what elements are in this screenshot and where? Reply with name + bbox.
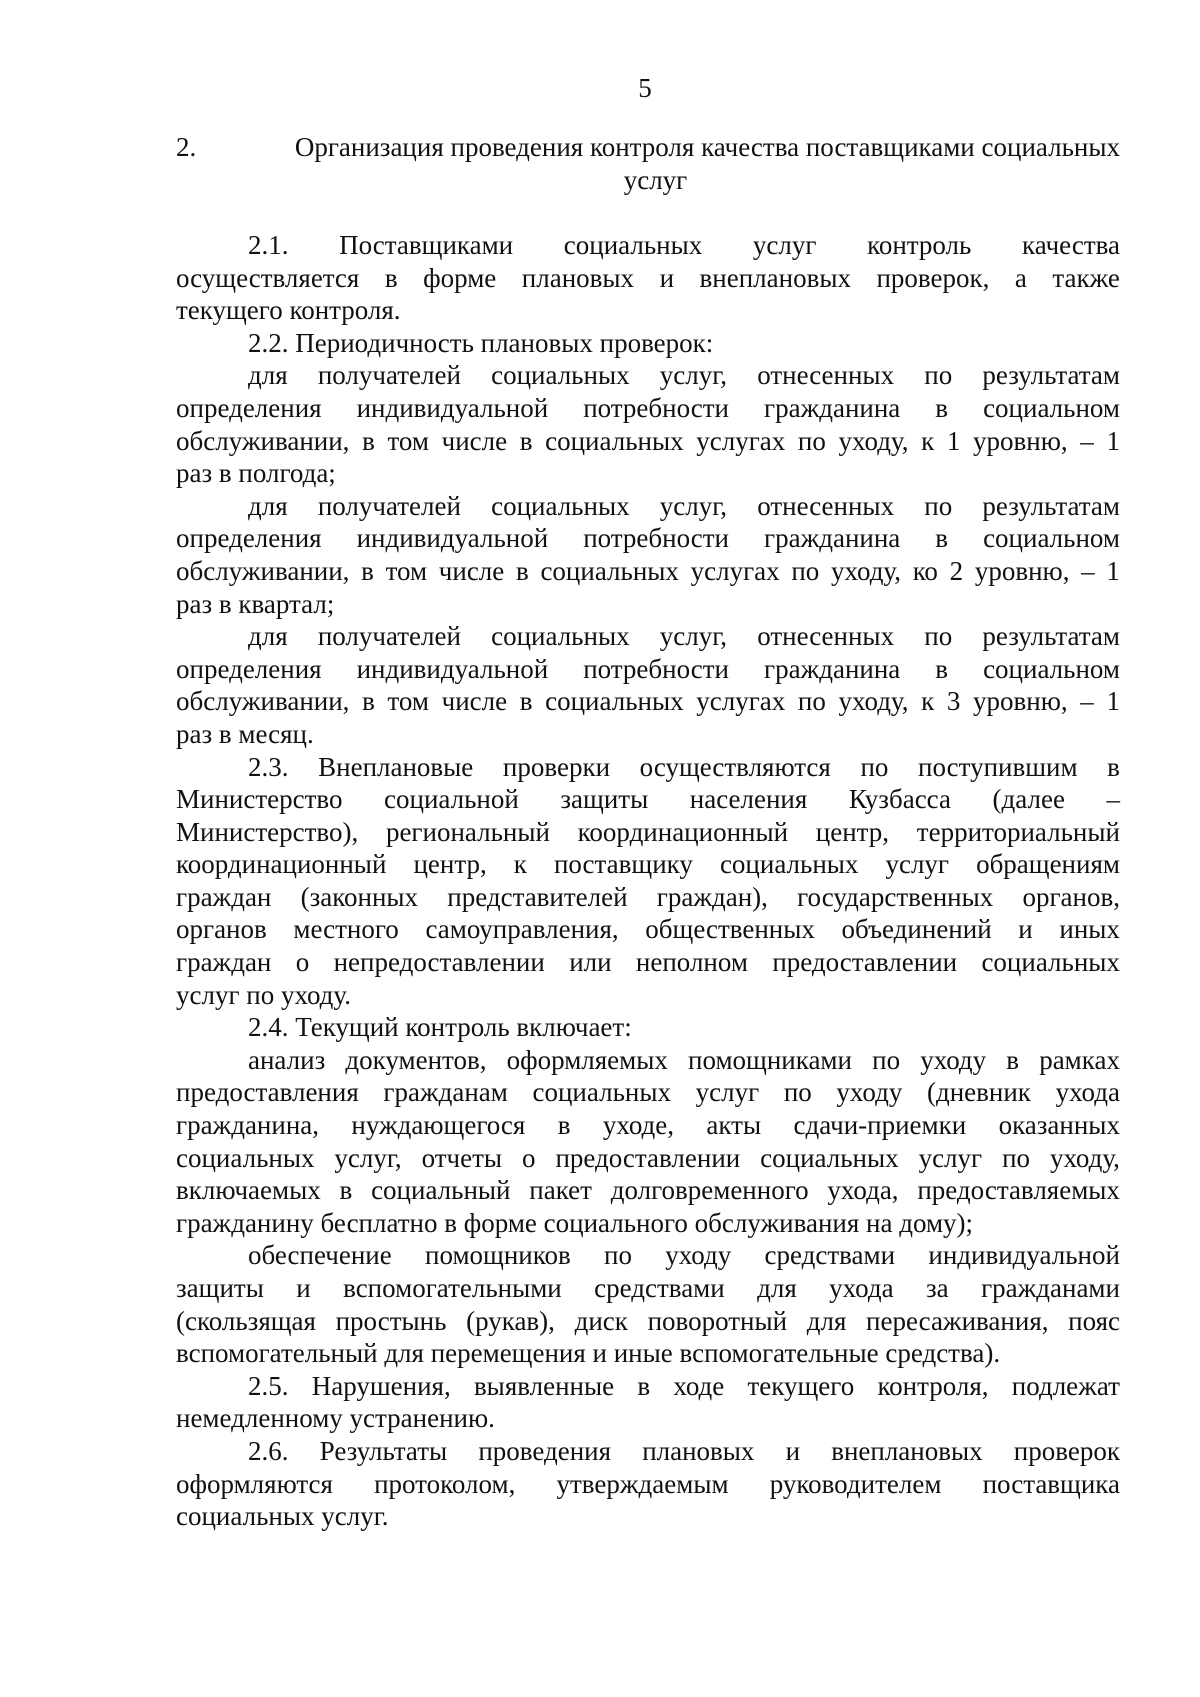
word: контроль <box>867 230 972 260</box>
word: в <box>362 425 375 456</box>
word: по <box>797 686 826 717</box>
word: отнесенных <box>757 360 895 391</box>
text-line <box>176 718 1120 751</box>
word: диск <box>574 1305 628 1336</box>
word: для <box>757 1273 797 1303</box>
word: уровню, <box>973 686 1068 717</box>
word: Министерство <box>176 784 343 815</box>
word: 2.5. <box>248 1370 289 1401</box>
word: индивидуальной <box>356 653 549 684</box>
paragraph <box>176 1044 1120 1240</box>
word: утверждаемым <box>556 1468 729 1499</box>
paragraph <box>176 229 1120 327</box>
word: гражданами <box>981 1273 1120 1303</box>
word: гражданина, <box>176 1110 320 1141</box>
text-line <box>176 946 1120 979</box>
word: уходу, <box>838 425 909 456</box>
word: социальный <box>371 1175 511 1206</box>
word: общественных <box>645 914 815 945</box>
word: центр, <box>413 849 487 880</box>
word: в <box>361 555 374 586</box>
paragraph <box>176 1011 1120 1044</box>
word: социальных <box>981 947 1120 978</box>
paragraph <box>176 1370 1120 1435</box>
word: за <box>926 1273 949 1303</box>
text-line <box>176 1174 1120 1207</box>
word: услуг, <box>659 621 728 652</box>
word: проверки <box>502 751 611 782</box>
word: (дневник <box>926 1077 1031 1108</box>
text-line <box>176 979 1120 1012</box>
word: самоуправления, <box>425 914 619 945</box>
word: том <box>385 555 428 586</box>
word: вспомогательными <box>343 1273 562 1303</box>
word: для <box>248 621 288 652</box>
word: отнесенных <box>757 490 895 521</box>
word: и <box>785 1435 801 1466</box>
word: предоставлении <box>555 1142 741 1173</box>
word: по <box>860 751 889 782</box>
word: региональный <box>385 816 550 847</box>
word: том <box>387 686 429 717</box>
word: по <box>872 1044 901 1075</box>
word: отнесенных <box>757 621 895 652</box>
word: социальных <box>491 490 630 521</box>
word: социальных <box>545 425 684 456</box>
word: местного <box>293 914 399 945</box>
word: в <box>384 262 398 293</box>
word: по <box>791 555 820 586</box>
word: 2.3. <box>248 751 289 782</box>
word: услуг по уходу. <box>176 979 351 1010</box>
word: – <box>1081 555 1095 586</box>
word: защиты <box>176 1273 264 1303</box>
word: в <box>519 425 533 456</box>
text-line <box>176 1435 1120 1468</box>
word: в <box>362 686 375 717</box>
word: акты <box>706 1110 762 1141</box>
word: уходу, <box>831 555 901 586</box>
word: по <box>924 490 953 521</box>
word: – <box>1080 425 1094 456</box>
paragraph <box>176 490 1120 620</box>
word: плановых <box>642 1435 755 1466</box>
text-line <box>176 1011 1120 1044</box>
text-line <box>176 751 1120 784</box>
word: услуг, <box>334 1142 402 1173</box>
word: вспомогательный для перемещения и иные вспомогательные средства). <box>176 1338 1001 1369</box>
word: предоставлении <box>772 947 958 978</box>
word: социальных <box>491 621 630 652</box>
paragraph <box>176 1239 1120 1369</box>
text-line <box>176 1468 1120 1501</box>
word: также <box>1052 262 1120 293</box>
word: по <box>604 1240 632 1271</box>
text-line <box>176 685 1120 718</box>
word: социальных <box>563 230 703 260</box>
word: форме <box>423 262 497 293</box>
text-line <box>176 1337 1120 1370</box>
word: уходу, <box>838 686 909 717</box>
word: обслуживании, <box>176 686 350 717</box>
text-line <box>176 262 1120 295</box>
word: к <box>513 849 527 880</box>
word: услуг <box>752 230 817 260</box>
word: центр, <box>815 816 890 847</box>
text-line <box>176 1402 1120 1435</box>
text-line <box>176 522 1120 555</box>
word: в <box>935 653 949 684</box>
word: в <box>935 392 949 423</box>
word: социальной <box>384 784 519 815</box>
word: включаемых <box>176 1175 321 1206</box>
paragraph <box>176 327 1120 360</box>
word: гражданина <box>764 523 901 554</box>
word: внеплановых <box>699 262 851 293</box>
word: (далее <box>992 784 1065 815</box>
word: социальном <box>983 392 1120 423</box>
paragraph <box>176 1435 1120 1533</box>
word: координационный <box>176 849 387 880</box>
word: в <box>515 555 529 586</box>
word: в <box>1006 1044 1020 1075</box>
word: услугах <box>696 686 786 717</box>
word: числе <box>441 686 508 717</box>
text-line <box>176 392 1120 425</box>
word: уходу, <box>1049 1142 1120 1173</box>
document-body <box>176 229 1120 1533</box>
word: услуг, <box>659 490 728 521</box>
word: внеплановых <box>831 1435 983 1466</box>
text-line <box>176 1305 1120 1338</box>
word: 2.6. <box>248 1435 289 1466</box>
section-number: 2. <box>176 132 197 162</box>
word: граждан <box>176 947 272 978</box>
text-line <box>176 1207 1120 1240</box>
word: по <box>924 360 953 391</box>
word: по <box>1002 1142 1031 1173</box>
word: и <box>296 1273 311 1303</box>
word: ухода <box>1055 1077 1120 1108</box>
word: социальных <box>176 1142 315 1173</box>
word: 2 <box>949 555 964 586</box>
word: выявленные <box>473 1370 615 1401</box>
word: сдачи-приемки <box>793 1110 967 1141</box>
word: поступившим <box>918 751 1078 782</box>
word: органов, <box>1022 881 1120 912</box>
text-line <box>176 1370 1120 1403</box>
word: 3 <box>946 686 961 717</box>
text-line <box>176 881 1120 914</box>
word: неполном <box>635 947 748 978</box>
text-line <box>176 620 1120 653</box>
word: уровню, <box>974 555 1070 586</box>
word: раз в квартал; <box>176 588 335 619</box>
word: пояс <box>1068 1305 1120 1336</box>
word: поставщику <box>553 849 693 880</box>
word: проведения <box>478 1435 612 1466</box>
word: помощниками <box>688 1044 852 1075</box>
text-line <box>176 555 1120 588</box>
word: социальном <box>983 523 1120 554</box>
word: получателей <box>317 490 461 521</box>
word: немедленному устранению. <box>176 1403 495 1434</box>
word: потребности <box>583 523 729 554</box>
text-line <box>176 1109 1120 1142</box>
word: проверок <box>1013 1435 1120 1466</box>
word: – <box>1080 686 1094 717</box>
word: протоколом, <box>374 1468 516 1499</box>
word: руководителем <box>769 1468 942 1499</box>
word: в <box>935 523 949 554</box>
word: определения <box>176 523 322 554</box>
word: средствами <box>764 1240 896 1271</box>
text-line <box>176 1272 1120 1305</box>
word: Нарушения, <box>311 1370 451 1401</box>
text-line <box>176 653 1120 686</box>
word: Внеплановые <box>318 751 474 782</box>
word: услуг, <box>659 360 728 391</box>
word: непредоставлении <box>333 947 545 978</box>
word: подлежат <box>1011 1370 1120 1401</box>
word: о <box>522 1142 536 1173</box>
text-line <box>176 588 1120 621</box>
word: числе <box>441 425 508 456</box>
text-line <box>176 848 1120 881</box>
word: граждан <box>176 881 272 912</box>
word: Поставщиками <box>339 230 514 260</box>
word: в <box>557 1110 571 1141</box>
word: 1 <box>1106 425 1120 456</box>
word: социальных услуг. <box>176 1501 389 1532</box>
word: (рукав), <box>466 1305 555 1336</box>
word: уходу <box>920 1044 987 1075</box>
section-title-line-2: услуг <box>623 165 688 195</box>
text-line <box>176 359 1120 392</box>
word: о <box>295 947 310 978</box>
text-line <box>176 1239 1120 1272</box>
word: пакет <box>529 1175 592 1206</box>
word: иных <box>1059 914 1120 945</box>
word: потребности <box>583 653 729 684</box>
text-line <box>176 1076 1120 1109</box>
word: индивидуальной <box>356 392 549 423</box>
text-line <box>176 913 1120 946</box>
word: социальных <box>719 849 859 880</box>
word: обеспечение <box>248 1240 392 1271</box>
word: для <box>806 1305 847 1336</box>
word: контроля, <box>877 1370 989 1401</box>
word: том <box>387 425 429 456</box>
word: уровню, <box>973 425 1068 456</box>
word: Министерство), <box>176 816 359 847</box>
word: и <box>659 262 675 293</box>
word: к <box>921 425 935 456</box>
word: социальных <box>545 686 684 717</box>
word: 1 <box>946 425 961 456</box>
word: ко <box>912 555 938 586</box>
text-line <box>176 490 1120 523</box>
word: обслуживании, <box>176 555 350 586</box>
word: и <box>1018 914 1033 945</box>
word: индивидуальной <box>356 523 549 554</box>
word: уходу <box>665 1240 732 1271</box>
text-line <box>176 327 1120 360</box>
word: осуществляются <box>639 751 831 782</box>
word: для <box>248 490 288 521</box>
word: гражданина <box>764 653 901 684</box>
text-line <box>176 1142 1120 1175</box>
text-line <box>176 457 1120 490</box>
word: числе <box>438 555 505 586</box>
word: (законных <box>300 881 419 912</box>
word: гражданина <box>764 392 901 423</box>
word: социальных <box>532 1077 671 1108</box>
word: социальных <box>760 1142 899 1173</box>
word: рамках <box>1039 1044 1120 1075</box>
word: помощников <box>425 1240 571 1271</box>
word: предоставления <box>176 1077 359 1108</box>
text-line <box>176 294 1120 327</box>
word: получателей <box>317 621 461 652</box>
word: граждан), <box>656 881 768 912</box>
word: определения <box>176 392 322 423</box>
word: оформляемых <box>506 1044 668 1075</box>
word: обращениям <box>976 849 1120 880</box>
text-line <box>176 816 1120 849</box>
word: ухода <box>829 1273 894 1303</box>
word: Результаты <box>319 1435 448 1466</box>
word: представителей <box>447 881 628 912</box>
word: определения <box>176 653 322 684</box>
text-line <box>176 425 1120 458</box>
word: территориальный <box>916 816 1120 847</box>
word: объединений <box>841 914 992 945</box>
word: гражданам <box>383 1077 508 1108</box>
word: а <box>1014 262 1027 293</box>
word: в <box>339 1175 353 1206</box>
word: отчеты <box>421 1142 503 1173</box>
paragraph <box>176 620 1120 750</box>
word: ходе <box>673 1370 725 1401</box>
word: текущего <box>747 1370 855 1401</box>
word: в <box>519 686 533 717</box>
word: осуществляется <box>176 262 360 293</box>
word: услуг <box>885 849 950 880</box>
word: раз в полгода; <box>176 458 336 489</box>
section-heading <box>176 131 1120 197</box>
word: по <box>783 1077 812 1108</box>
word: органов <box>176 914 267 945</box>
word: анализ <box>248 1044 326 1075</box>
word: координационный <box>577 816 789 847</box>
word: по <box>924 621 953 652</box>
word: оформляются <box>176 1468 333 1499</box>
word: уходу <box>836 1077 903 1108</box>
paragraph <box>176 751 1120 1012</box>
word: услугах <box>690 555 780 586</box>
word: 2.1. <box>248 230 289 260</box>
word: 2.4. Текущий контроль включает: <box>248 1012 632 1043</box>
word: проверок, <box>876 262 990 293</box>
word: простынь <box>335 1305 447 1336</box>
word: по <box>797 425 826 456</box>
page-number: 5 <box>638 73 652 103</box>
word: 1 <box>1106 686 1120 717</box>
word: государственных <box>797 881 994 912</box>
word: или <box>569 947 612 978</box>
word: социальном <box>983 653 1120 684</box>
word: результатам <box>982 490 1120 521</box>
word: услугах <box>696 425 786 456</box>
text-line <box>176 783 1120 816</box>
word: к <box>921 686 935 717</box>
word: качества <box>1021 230 1120 260</box>
word: гражданину бесплатно в форме социального обслуживания на дому); <box>176 1207 974 1238</box>
word: обслуживании, <box>176 425 350 456</box>
text-line <box>176 229 1120 262</box>
word: раз в месяц. <box>176 718 314 749</box>
word: документов, <box>345 1044 487 1075</box>
word: 2.2. Периодичность плановых проверок: <box>248 327 714 358</box>
text-line <box>176 1500 1120 1533</box>
section-title-line-1: Организация проведения контроля качества поставщиками социальных <box>294 132 1120 162</box>
word: поставщика <box>982 1468 1120 1499</box>
word: защиты <box>560 784 649 815</box>
word: социальных <box>540 555 679 586</box>
text-line <box>176 1044 1120 1077</box>
word: оказанных <box>998 1110 1120 1141</box>
word: средствами <box>594 1273 725 1303</box>
word: поворотный <box>647 1305 788 1336</box>
word: социальных <box>491 360 630 391</box>
word: пересаживания, <box>866 1305 1049 1336</box>
word: в <box>637 1370 651 1401</box>
word: результатам <box>982 621 1120 652</box>
word: (скользящая <box>176 1305 316 1336</box>
word: 1 <box>1106 555 1120 586</box>
word: долговременного <box>610 1175 809 1206</box>
word: Кузбасса <box>848 784 951 815</box>
word: для <box>248 360 288 391</box>
word: уходе, <box>602 1110 675 1141</box>
word: предоставляемых <box>917 1175 1120 1206</box>
paragraph <box>176 359 1120 489</box>
word: плановых <box>521 262 635 293</box>
word: получателей <box>317 360 461 391</box>
word: ухода, <box>827 1175 899 1206</box>
word: услуг <box>918 1142 983 1173</box>
word: населения <box>689 784 808 815</box>
word: индивидуальной <box>928 1240 1120 1271</box>
word: потребности <box>583 392 729 423</box>
word: нуждающегося <box>351 1110 526 1141</box>
word: результатам <box>982 360 1120 391</box>
word: – <box>1106 784 1120 815</box>
word: в <box>1107 751 1120 782</box>
word: услуг <box>695 1077 760 1108</box>
word: текущего контроля. <box>176 295 401 326</box>
